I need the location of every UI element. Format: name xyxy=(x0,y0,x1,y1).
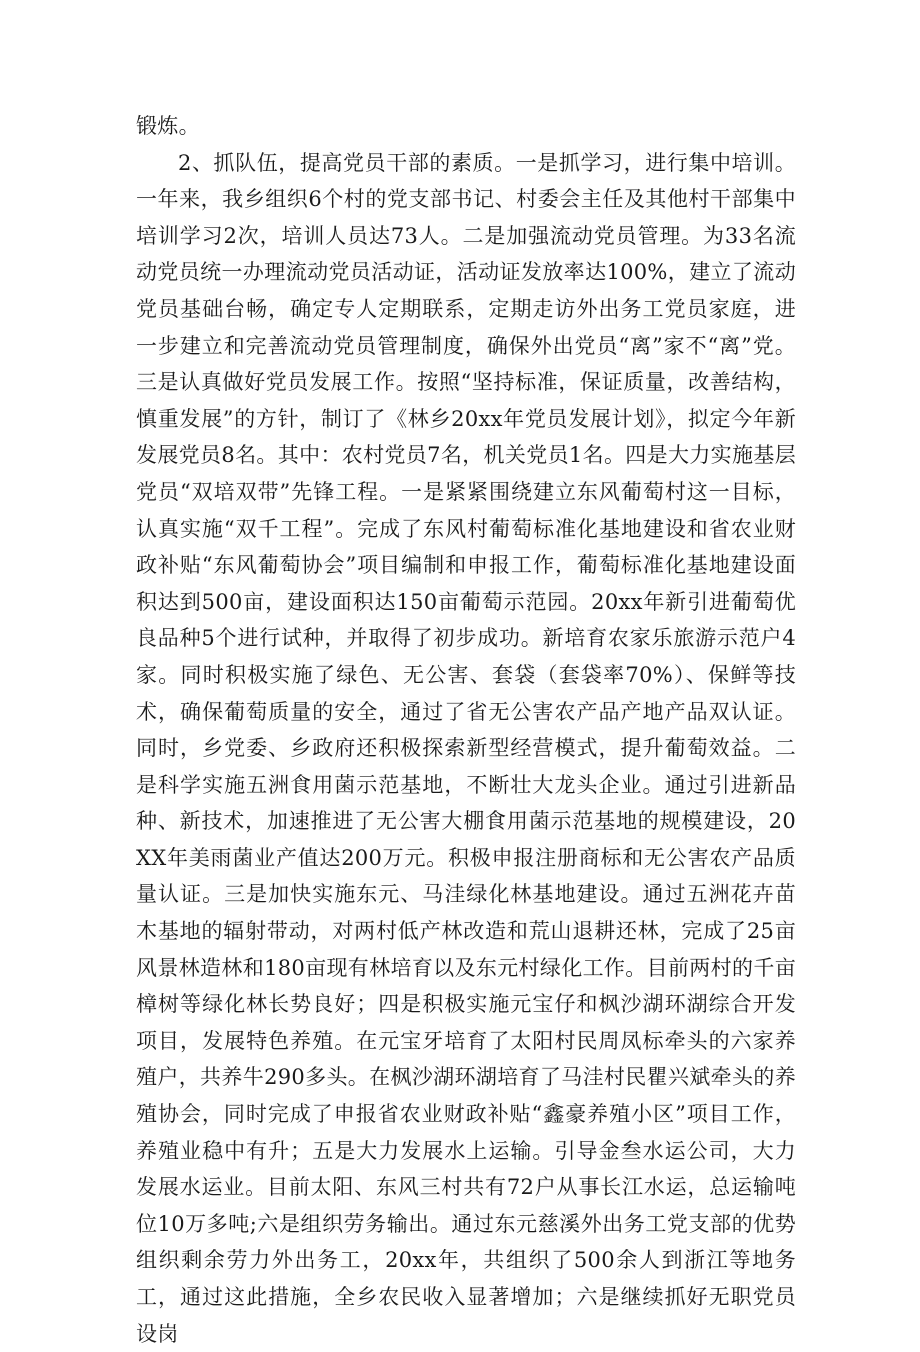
document-page xyxy=(136,108,796,1352)
paragraph-team-building: 2、抓队伍，提高党员干部的素质。一是抓学习，进行集中培训。一年来，我乡组织6个村的党支部书记、村委会主任及其他村干部集中培训学习2次，培训人员达73人。二是加强流动党员管理。为33名流动党员统一办理流动党员活动证，活动证发放率达100%，建立了流动党员基础台畅，确定专人定期联系，定期走访外出务工党员家庭，进一步建立和完善流动党员管理制度，确保外出党员“离”家不“离”党。三是认真做好党员发展工作。按照“坚持标准，保证质量，改善结构，慎重发展”的方针，制订了《林乡20xx年党员发展计划》，拟定今年新发展党员8名。其中：农村党员7名，机关党员1名。四是大力实施基层党员“双培双带”先锋工程。一是紧紧围绕建立东风葡萄村这一目标，认真实施“双千工程”。完成了东风村葡萄标准化基地建设和省农业财政补贴“东风葡萄协会”项目编制和申报工作，葡萄标准化基地建设面积达到500亩，建设面积达150亩葡萄示范园。20xx年新引进葡萄优良品种5个进行试种，并取得了初步成功。新培育农家乐旅游示范户4家。同时积极实施了绿色、无公害、套袋（套袋率70%）、保鲜等技术，确保葡萄质量的安全，通过了省无公害农产品产地产品双认证。同时，乡党委、乡政府还积极探索新型经营模式，提升葡萄效益。二是科学实施五洲食用菌示范基地，不断壮大龙头企业。通过引进新品种、新技术，加速推进了无公害大棚食用菌示范基地的规模建设，20XX年美雨菌业产值达200万元。积极申报注册商标和无公害农产品质量认证。三是加快实施东元、马洼绿化林基地建设。通过五洲花卉苗木基地的辐射带动，对两村低产林改造和荒山退耕还林，完成了25亩风景林造林和180亩现有林培育以及东元村绿化工作。目前两村的千亩樟树等绿化林长势良好；四是积极实施元宝仔和枫沙湖环湖综合开发项目，发展特色养殖。在元宝牙培育了太阳村民周凤标牵头的六家养殖户，共养牛290多头。在枫沙湖环湖培育了马洼村民瞿兴斌牵头的养殖协会，同时完成了申报省农业财政补贴“鑫豪养殖小区”项目工作，养殖业稳中有升；五是大力发展水上运输。引导金叁水运公司，大力发展水运业。目前太阳、东风三村共有72户从事长江水运，总运输吨位10万多吨;六是组织劳务输出。通过东元慈溪外出务工党支部的优势组织剩余劳力外出务工，20xx年，共组织了500余人到浙江等地务工，通过这此措施，全乡农民收入显著增加；六是继续抓好无职党员设岗 xyxy=(136,150,796,1346)
paragraph-continuation: 锻炼。 xyxy=(136,114,200,138)
